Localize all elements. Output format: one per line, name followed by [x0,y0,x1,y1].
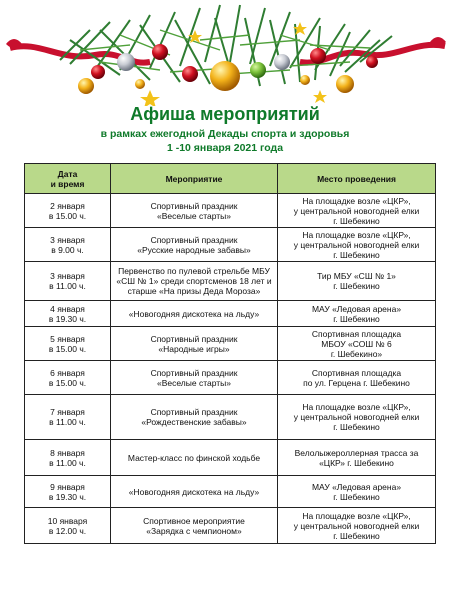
date-cell [25,361,111,395]
event-cell [111,361,278,395]
date-cell [25,327,111,361]
cell-text-line: «Русские народные забавы» [137,244,251,255]
cell-text-line: в 11.00 ч. [49,281,86,291]
place-cell [278,508,436,544]
cell-text-line: Спортивное мероприятие [143,515,245,526]
subtitle-line-2: 1 -10 января 2021 года [166,142,284,154]
date-cell [25,228,111,262]
date-cell [25,508,111,544]
cell-text-line: в 15.00 ч. [48,210,87,221]
cell-text-line: 3 января [50,234,85,245]
cell-text-line: г. Шебекино [333,491,380,502]
cell-text-line: г. Шебекино» [330,348,383,359]
cell-text-line: у центральной новогодней елки [293,520,420,531]
cell-text-line: в 9.00 ч. [51,244,84,255]
event-cell [111,476,278,508]
cell-text-line: Спортивный праздник [150,234,238,245]
cell-text-line: в 15.00 ч. [48,377,87,388]
event-cell [111,262,278,301]
cell-text-line: в 12.00 ч. [48,525,87,536]
cell-text-line: На площадке возле «ЦКР», [302,195,411,206]
cell-text-line: МАУ «Ледовая арена» [311,303,402,314]
table-row [25,262,436,301]
event-cell [111,440,278,476]
cell-text-line: 3 января [50,271,85,281]
table-row [25,194,436,228]
cell-text-line: «Рождественские забавы» [141,417,247,427]
event-cell [111,508,278,544]
cell-text-line: «Народные игры» [158,343,230,354]
cell-text-line: г. Шебекино [333,422,380,432]
cell-text-line: 4 января [50,303,85,314]
date-cell [25,262,111,301]
cell-text-line: у центральной новогодней елки [293,412,420,422]
date-cell [25,440,111,476]
table-row [25,476,436,508]
cell-text-line: в 19.30 ч. [48,491,87,502]
cell-text-line: На площадке возле «ЦКР», [302,229,411,240]
cell-text-line: «Новогодняя дискотека на льду» [128,486,260,497]
place-cell [278,440,436,476]
cell-text-line: 8 января [50,447,85,458]
cell-text-line: г. Шебекино [333,530,380,541]
place-cell [278,327,436,361]
table-row [25,508,436,544]
header-place [278,164,436,194]
table-row [25,440,436,476]
cell-text-line: в 19.30 ч. [48,313,87,324]
date-cell [25,194,111,228]
cell-text-line: На площадке возле «ЦКР», [302,510,411,521]
cell-text-line: г. Шебекино [333,281,380,291]
table-header-row [25,164,436,194]
cell-text-line: Спортивный праздник [150,333,238,344]
cell-text-line: Спортивный праздник [150,367,238,378]
cell-text-line: МБОУ «СОШ № 6 [321,338,392,349]
place-cell [278,301,436,327]
cell-text-line: у центральной новогодней елки [293,239,420,250]
table-row [25,395,436,440]
date-cell [25,395,111,440]
cell-text-line: «Новогодняя дискотека на льду» [128,308,260,319]
cell-text-line: 9 января [50,481,85,492]
subtitle-line-1: в рамках ежегодной Декады спорта и здоровья [100,128,350,140]
table-row [25,228,436,262]
table-row [25,361,436,395]
place-cell [278,262,436,301]
event-cell [111,301,278,327]
page-title: Афиша мероприятий [130,104,320,124]
cell-text-line: Велолыжероллерная трасса за [294,447,419,458]
cell-text-line: г. Шебекино [333,313,380,324]
place-cell [278,228,436,262]
cell-text-line: Место проведения [317,173,396,184]
place-cell [278,194,436,228]
place-cell [278,476,436,508]
cell-text-line: 5 января [50,333,85,344]
cell-text-line: Дата [57,168,78,179]
cell-text-line: в 15.00 ч. [48,343,87,354]
cell-text-line: в 11.00 ч. [49,417,86,427]
cell-text-line: Первенство по пулевой стрельбе МБУ [118,266,270,276]
cell-text-line: 2 января [50,200,85,211]
cell-text-line: старше «На призы Деда Мороза» [127,286,261,296]
place-cell [278,361,436,395]
event-cell [111,194,278,228]
header [0,104,450,155]
cell-text-line: «СШ № 1» среди спортсменов 18 лет и [116,276,272,286]
cell-text-line: «ЦКР» г. Шебекино [319,457,394,468]
christmas-garland-image [0,0,450,106]
cell-text-line: 7 января [50,407,85,417]
cell-text-line: 10 января [47,515,88,526]
header-event [111,164,278,194]
cell-text-line: у центральной новогодней елки [293,205,420,216]
cell-text-line: «Веселые старты» [156,377,232,388]
header-date [25,164,111,194]
table-row [25,301,436,327]
cell-text-line: Спортивная площадка [311,328,402,339]
cell-text-line: г. Шебекино [333,215,380,226]
event-cell [111,327,278,361]
cell-text-line: «Веселые старты» [156,210,232,221]
event-cell [111,228,278,262]
cell-text-line: 6 января [50,367,85,378]
cell-text-line: Спортивный праздник [150,200,238,211]
cell-text-line: МАУ «Ледовая арена» [311,481,402,492]
cell-text-line: Мероприятие [165,173,223,184]
cell-text-line: по ул. Герцена г. Шебекино [303,377,410,388]
event-cell [111,395,278,440]
date-cell [25,476,111,508]
cell-text-line: Тир МБУ «СШ № 1» [317,271,396,281]
cell-text-line: «Зарядка с чемпионом» [146,525,242,536]
table-body [25,194,436,544]
cell-text-line: Мастер-класс по финской ходьбе [127,452,261,463]
table-row [25,327,436,361]
place-cell [278,395,436,440]
events-table [24,163,436,544]
cell-text-line: Спортивный праздник [150,407,238,417]
cell-text-line: в 11.00 ч. [49,457,86,468]
cell-text-line: г. Шебекино [333,249,380,260]
date-cell [25,301,111,327]
cell-text-line: На площадке возле «ЦКР», [302,402,411,412]
cell-text-line: и время [50,178,85,189]
cell-text-line: Спортивная площадка [311,367,402,378]
